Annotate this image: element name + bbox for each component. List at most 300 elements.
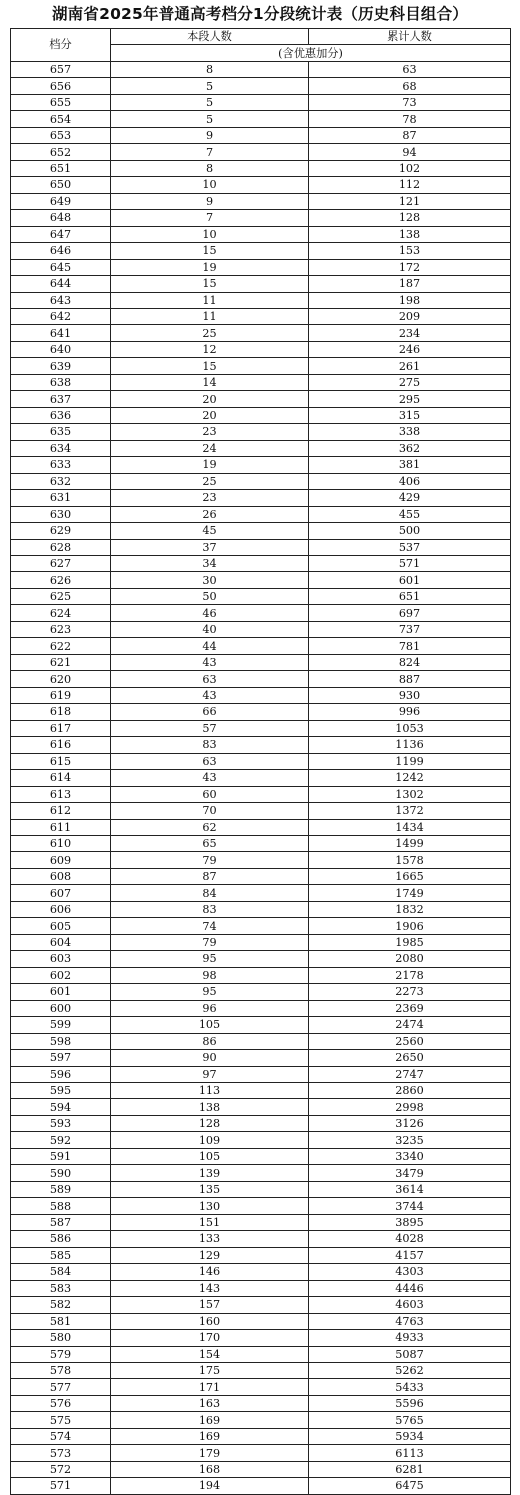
cumulative-count-cell: 996 [309,704,511,720]
cumulative-count-cell: 315 [309,407,511,423]
table-row [11,424,511,440]
score-table [10,28,511,1495]
segment-count-cell: 139 [111,1165,309,1181]
segment-count-cell: 37 [111,539,309,555]
header-note: (含优惠加分) [111,45,511,61]
score-cell: 589 [11,1181,111,1197]
cumulative-count-cell: 737 [309,621,511,637]
cumulative-count-cell: 246 [309,341,511,357]
table-row [11,539,511,555]
segment-count-cell: 20 [111,407,309,423]
segment-count-cell: 179 [111,1445,309,1461]
score-cell: 630 [11,506,111,522]
segment-count-cell: 86 [111,1033,309,1049]
segment-count-cell: 83 [111,901,309,917]
score-cell: 629 [11,523,111,539]
score-cell: 622 [11,638,111,654]
score-cell: 580 [11,1330,111,1346]
segment-count-cell: 34 [111,556,309,572]
segment-count-cell: 25 [111,473,309,489]
segment-count-cell: 113 [111,1083,309,1099]
cumulative-count-cell: 6281 [309,1461,511,1477]
score-cell: 608 [11,868,111,884]
segment-count-cell: 15 [111,243,309,259]
table-row [11,1445,511,1461]
cumulative-count-cell: 112 [309,177,511,193]
cumulative-count-cell: 571 [309,556,511,572]
table-row [11,1000,511,1016]
page-title: 湖南省2025年普通高考档分1分段统计表（历史科目组合） [51,5,469,23]
table-row [11,951,511,967]
table-row [11,621,511,637]
table-body [11,61,511,1494]
score-cell: 609 [11,852,111,868]
segment-count-cell: 43 [111,687,309,703]
table-row [11,753,511,769]
cumulative-count-cell: 887 [309,671,511,687]
score-cell: 616 [11,737,111,753]
segment-count-cell: 175 [111,1362,309,1378]
table-row [11,803,511,819]
cumulative-count-cell: 5433 [309,1379,511,1395]
cumulative-count-cell: 187 [309,276,511,292]
score-cell: 585 [11,1247,111,1263]
cumulative-count-cell: 1578 [309,852,511,868]
score-cell: 597 [11,1050,111,1066]
table-row [11,1280,511,1296]
table-row [11,1412,511,1428]
table-row [11,341,511,357]
cumulative-count-cell: 406 [309,473,511,489]
score-cell: 635 [11,424,111,440]
table-row [11,852,511,868]
table-row [11,1362,511,1378]
score-cell: 593 [11,1115,111,1131]
segment-count-cell: 138 [111,1099,309,1115]
table-row [11,473,511,489]
cumulative-count-cell: 261 [309,358,511,374]
score-cell: 642 [11,308,111,324]
cumulative-count-cell: 2369 [309,1000,511,1016]
segment-count-cell: 10 [111,177,309,193]
cumulative-count-cell: 3895 [309,1214,511,1230]
cumulative-count-cell: 172 [309,259,511,275]
table-row [11,638,511,654]
score-cell: 600 [11,1000,111,1016]
table-row [11,588,511,604]
score-cell: 571 [11,1478,111,1494]
table-row [11,1148,511,1164]
score-cell: 584 [11,1264,111,1280]
score-cell: 638 [11,374,111,390]
cumulative-count-cell: 6113 [309,1445,511,1461]
segment-count-cell: 14 [111,374,309,390]
score-cell: 583 [11,1280,111,1296]
score-cell: 581 [11,1313,111,1329]
score-cell: 612 [11,803,111,819]
segment-count-cell: 130 [111,1198,309,1214]
segment-count-cell: 24 [111,440,309,456]
segment-count-cell: 84 [111,885,309,901]
segment-count-cell: 87 [111,868,309,884]
score-cell: 578 [11,1362,111,1378]
segment-count-cell: 26 [111,506,309,522]
cumulative-count-cell: 121 [309,193,511,209]
segment-count-cell: 30 [111,572,309,588]
cumulative-count-cell: 63 [309,61,511,77]
score-cell: 590 [11,1165,111,1181]
segment-count-cell: 105 [111,1148,309,1164]
segment-count-cell: 160 [111,1313,309,1329]
cumulative-count-cell: 3479 [309,1165,511,1181]
cumulative-count-cell: 198 [309,292,511,308]
table-row [11,1050,511,1066]
segment-count-cell: 128 [111,1115,309,1131]
cumulative-count-cell: 824 [309,654,511,670]
table-row [11,1115,511,1131]
cumulative-count-cell: 209 [309,308,511,324]
score-cell: 641 [11,325,111,341]
cumulative-count-cell: 1749 [309,885,511,901]
score-cell: 588 [11,1198,111,1214]
table-row [11,276,511,292]
table-row [11,440,511,456]
segment-count-cell: 97 [111,1066,309,1082]
cumulative-count-cell: 1242 [309,770,511,786]
segment-count-cell: 43 [111,654,309,670]
table-row [11,1017,511,1033]
header-cumulative-count: 累计人数 [309,29,511,45]
segment-count-cell: 11 [111,292,309,308]
score-cell: 574 [11,1428,111,1444]
cumulative-count-cell: 2998 [309,1099,511,1115]
segment-count-cell: 66 [111,704,309,720]
table-row [11,835,511,851]
score-cell: 648 [11,210,111,226]
score-cell: 655 [11,94,111,110]
segment-count-cell: 133 [111,1231,309,1247]
segment-count-cell: 63 [111,671,309,687]
score-cell: 647 [11,226,111,242]
cumulative-count-cell: 1985 [309,934,511,950]
segment-count-cell: 8 [111,160,309,176]
cumulative-count-cell: 3744 [309,1198,511,1214]
segment-count-cell: 169 [111,1428,309,1444]
score-cell: 652 [11,144,111,160]
score-cell: 614 [11,770,111,786]
table-row [11,1231,511,1247]
segment-count-cell: 23 [111,424,309,440]
score-cell: 617 [11,720,111,736]
segment-count-cell: 63 [111,753,309,769]
segment-count-cell: 163 [111,1395,309,1411]
cumulative-count-cell: 2080 [309,951,511,967]
table-row [11,1395,511,1411]
segment-count-cell: 157 [111,1297,309,1313]
segment-count-cell: 83 [111,737,309,753]
score-cell: 621 [11,654,111,670]
segment-count-cell: 96 [111,1000,309,1016]
score-cell: 607 [11,885,111,901]
cumulative-count-cell: 1302 [309,786,511,802]
cumulative-count-cell: 362 [309,440,511,456]
segment-count-cell: 44 [111,638,309,654]
score-cell: 604 [11,934,111,950]
score-cell: 627 [11,556,111,572]
score-cell: 579 [11,1346,111,1362]
cumulative-count-cell: 87 [309,127,511,143]
segment-count-cell: 129 [111,1247,309,1263]
segment-count-cell: 194 [111,1478,309,1494]
segment-count-cell: 169 [111,1412,309,1428]
segment-count-cell: 95 [111,984,309,1000]
score-cell: 615 [11,753,111,769]
table-row [11,1198,511,1214]
table-row [11,374,511,390]
cumulative-count-cell: 3614 [309,1181,511,1197]
cumulative-count-cell: 1832 [309,901,511,917]
score-cell: 626 [11,572,111,588]
segment-count-cell: 19 [111,259,309,275]
cumulative-count-cell: 537 [309,539,511,555]
segment-count-cell: 62 [111,819,309,835]
cumulative-count-cell: 1372 [309,803,511,819]
table-row [11,1247,511,1263]
segment-count-cell: 135 [111,1181,309,1197]
segment-count-cell: 5 [111,111,309,127]
table-row [11,144,511,160]
segment-count-cell: 90 [111,1050,309,1066]
cumulative-count-cell: 500 [309,523,511,539]
table-row [11,901,511,917]
table-row [11,1313,511,1329]
score-cell: 643 [11,292,111,308]
segment-count-cell: 74 [111,918,309,934]
score-cell: 606 [11,901,111,917]
score-cell: 582 [11,1297,111,1313]
segment-count-cell: 143 [111,1280,309,1296]
cumulative-count-cell: 5765 [309,1412,511,1428]
table-row [11,259,511,275]
score-cell: 656 [11,78,111,94]
segment-count-cell: 19 [111,457,309,473]
score-cell: 625 [11,588,111,604]
table-row [11,786,511,802]
score-cell: 633 [11,457,111,473]
score-cell: 598 [11,1033,111,1049]
table-row [11,967,511,983]
score-cell: 610 [11,835,111,851]
table-row [11,1214,511,1230]
cumulative-count-cell: 455 [309,506,511,522]
table-row [11,226,511,242]
score-cell: 634 [11,440,111,456]
segment-count-cell: 146 [111,1264,309,1280]
segment-count-cell: 57 [111,720,309,736]
cumulative-count-cell: 73 [309,94,511,110]
table-row [11,210,511,226]
score-cell: 639 [11,358,111,374]
table-row [11,819,511,835]
table-row [11,127,511,143]
score-cell: 650 [11,177,111,193]
segment-count-cell: 105 [111,1017,309,1033]
cumulative-count-cell: 1136 [309,737,511,753]
header-row [11,29,511,45]
table-row [11,78,511,94]
cumulative-count-cell: 1053 [309,720,511,736]
cumulative-count-cell: 1906 [309,918,511,934]
segment-count-cell: 23 [111,490,309,506]
table-row [11,1346,511,1362]
cumulative-count-cell: 5934 [309,1428,511,1444]
cumulative-count-cell: 338 [309,424,511,440]
score-cell: 651 [11,160,111,176]
table-row [11,868,511,884]
score-cell: 611 [11,819,111,835]
segment-count-cell: 10 [111,226,309,242]
cumulative-count-cell: 5596 [309,1395,511,1411]
cumulative-count-cell: 1665 [309,868,511,884]
table-row [11,523,511,539]
score-cell: 631 [11,490,111,506]
table-row [11,885,511,901]
table-row [11,391,511,407]
cumulative-count-cell: 4446 [309,1280,511,1296]
table-row [11,358,511,374]
segment-count-cell: 45 [111,523,309,539]
table-row [11,654,511,670]
cumulative-count-cell: 68 [309,78,511,94]
cumulative-count-cell: 4603 [309,1297,511,1313]
table-row [11,934,511,950]
cumulative-count-cell: 295 [309,391,511,407]
segment-count-cell: 15 [111,276,309,292]
table-row [11,720,511,736]
segment-count-cell: 12 [111,341,309,357]
table-row [11,111,511,127]
score-cell: 603 [11,951,111,967]
cumulative-count-cell: 5087 [309,1346,511,1362]
score-cell: 636 [11,407,111,423]
table-row [11,1330,511,1346]
segment-count-cell: 98 [111,967,309,983]
table-row [11,605,511,621]
segment-count-cell: 79 [111,934,309,950]
segment-count-cell: 9 [111,127,309,143]
cumulative-count-cell: 930 [309,687,511,703]
score-cell: 619 [11,687,111,703]
cumulative-count-cell: 275 [309,374,511,390]
table-row [11,1478,511,1494]
cumulative-count-cell: 4028 [309,1231,511,1247]
score-cell: 620 [11,671,111,687]
segment-count-cell: 60 [111,786,309,802]
segment-count-cell: 40 [111,621,309,637]
cumulative-count-cell: 128 [309,210,511,226]
score-cell: 595 [11,1083,111,1099]
cumulative-count-cell: 2273 [309,984,511,1000]
table-row [11,556,511,572]
score-cell: 575 [11,1412,111,1428]
table-row [11,407,511,423]
table-row [11,490,511,506]
score-cell: 646 [11,243,111,259]
table-row [11,506,511,522]
cumulative-count-cell: 94 [309,144,511,160]
table-row [11,1033,511,1049]
cumulative-count-cell: 1499 [309,835,511,851]
cumulative-count-cell: 2860 [309,1083,511,1099]
table-row [11,737,511,753]
segment-count-cell: 5 [111,94,309,110]
table-row [11,1083,511,1099]
cumulative-count-cell: 2650 [309,1050,511,1066]
table-row [11,1165,511,1181]
segment-count-cell: 43 [111,770,309,786]
cumulative-count-cell: 3235 [309,1132,511,1148]
segment-count-cell: 50 [111,588,309,604]
table-row [11,572,511,588]
cumulative-count-cell: 1434 [309,819,511,835]
score-cell: 586 [11,1231,111,1247]
cumulative-count-cell: 1199 [309,753,511,769]
table-row [11,770,511,786]
segment-count-cell: 168 [111,1461,309,1477]
header-segment-count: 本段人数 [111,29,309,45]
segment-count-cell: 79 [111,852,309,868]
table-row [11,292,511,308]
score-cell: 591 [11,1148,111,1164]
score-cell: 624 [11,605,111,621]
segment-count-cell: 171 [111,1379,309,1395]
cumulative-count-cell: 2560 [309,1033,511,1049]
table-row [11,1297,511,1313]
score-cell: 649 [11,193,111,209]
cumulative-count-cell: 4763 [309,1313,511,1329]
table-row [11,918,511,934]
score-cell: 573 [11,1445,111,1461]
segment-count-cell: 7 [111,210,309,226]
segment-count-cell: 65 [111,835,309,851]
table-row [11,160,511,176]
score-cell: 654 [11,111,111,127]
score-cell: 657 [11,61,111,77]
cumulative-count-cell: 601 [309,572,511,588]
header-score: 档分 [11,29,111,62]
table-row [11,1132,511,1148]
score-cell: 645 [11,259,111,275]
cumulative-count-cell: 2178 [309,967,511,983]
score-cell: 623 [11,621,111,637]
table-row [11,704,511,720]
table-row [11,325,511,341]
cumulative-count-cell: 697 [309,605,511,621]
cumulative-count-cell: 4303 [309,1264,511,1280]
cumulative-count-cell: 4157 [309,1247,511,1263]
table-row [11,193,511,209]
cumulative-count-cell: 651 [309,588,511,604]
segment-count-cell: 151 [111,1214,309,1230]
score-cell: 599 [11,1017,111,1033]
segment-count-cell: 15 [111,358,309,374]
segment-count-cell: 25 [111,325,309,341]
table-row [11,687,511,703]
score-cell: 572 [11,1461,111,1477]
score-cell: 601 [11,984,111,1000]
score-cell: 605 [11,918,111,934]
score-cell: 576 [11,1395,111,1411]
